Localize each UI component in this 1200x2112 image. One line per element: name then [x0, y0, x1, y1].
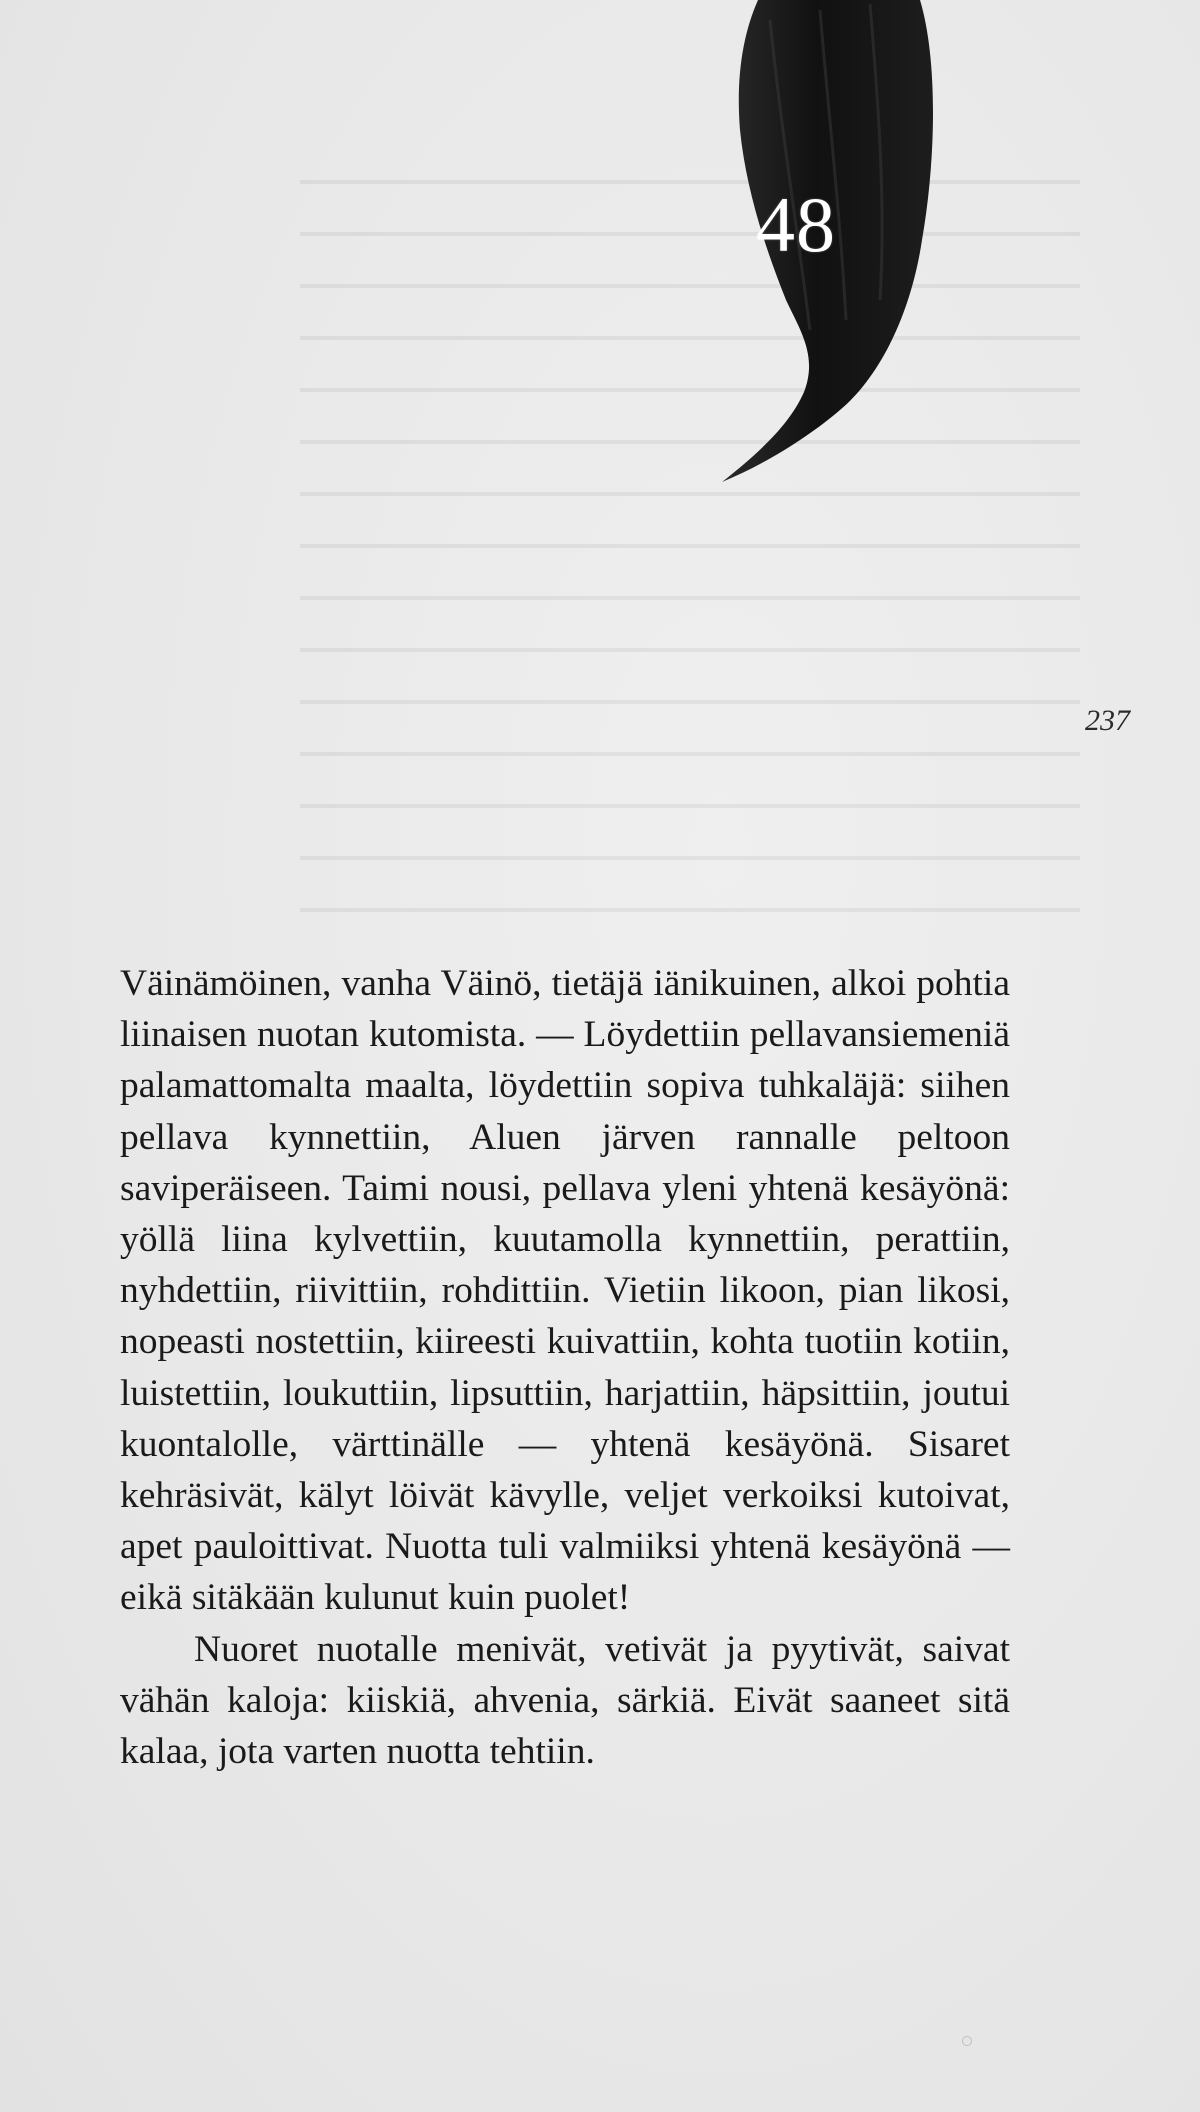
chapter-body: [120, 958, 1010, 1777]
paragraph: Väinämöinen, vanha Väinö, tietäjä iänikuinen, alkoi pohtia liinaisen nuotan kutomista. — Löydettiin pellavansiemeniä palamattomalta maalta, löydettiin sopiva tuhkaläjä: siihen pellava kynnettiin, Aluen järven rannalle peltoon saviperäiseen. Taimi nousi, pellava yleni yhtenä kesäyönä: yöllä liina kylvettiin, kuutamolla kynnettiin, perattiin, nyhdettiin, riivittiin, rohdittiin. Vietiin likoon, pian likosi, nopeasti nostettiin, kiireesti kuivattiin, kohta tuotiin kotiin, luistettiin, loukuttiin, lipsuttiin, harjattiin, häpsittiin, joutui kuontalolle, värttinälle — yhtenä kesäyönä. Sisaret kehräsivät, kälyt löivät kävylle, veljet verkoiksi kutoivat, apet pauloittivat. Nuotta tuli valmiiksi yhtenä kesäyönä — eikä sitäkään kulunut kuin puolet!: [120, 963, 1010, 1619]
bleed-through-text: [300, 180, 1080, 940]
page-number: 237: [1085, 704, 1130, 737]
chapter-number: 48: [756, 181, 836, 268]
paper-speck: [962, 2036, 972, 2046]
paragraph: Nuoret nuotalle menivät, vetivät ja pyytivät, saivat vähän kaloja: kiiskiä, ahvenia, särkiä. Eivät saaneet sitä kalaa, jota varten nuotta tehtiin.: [120, 1628, 1010, 1773]
